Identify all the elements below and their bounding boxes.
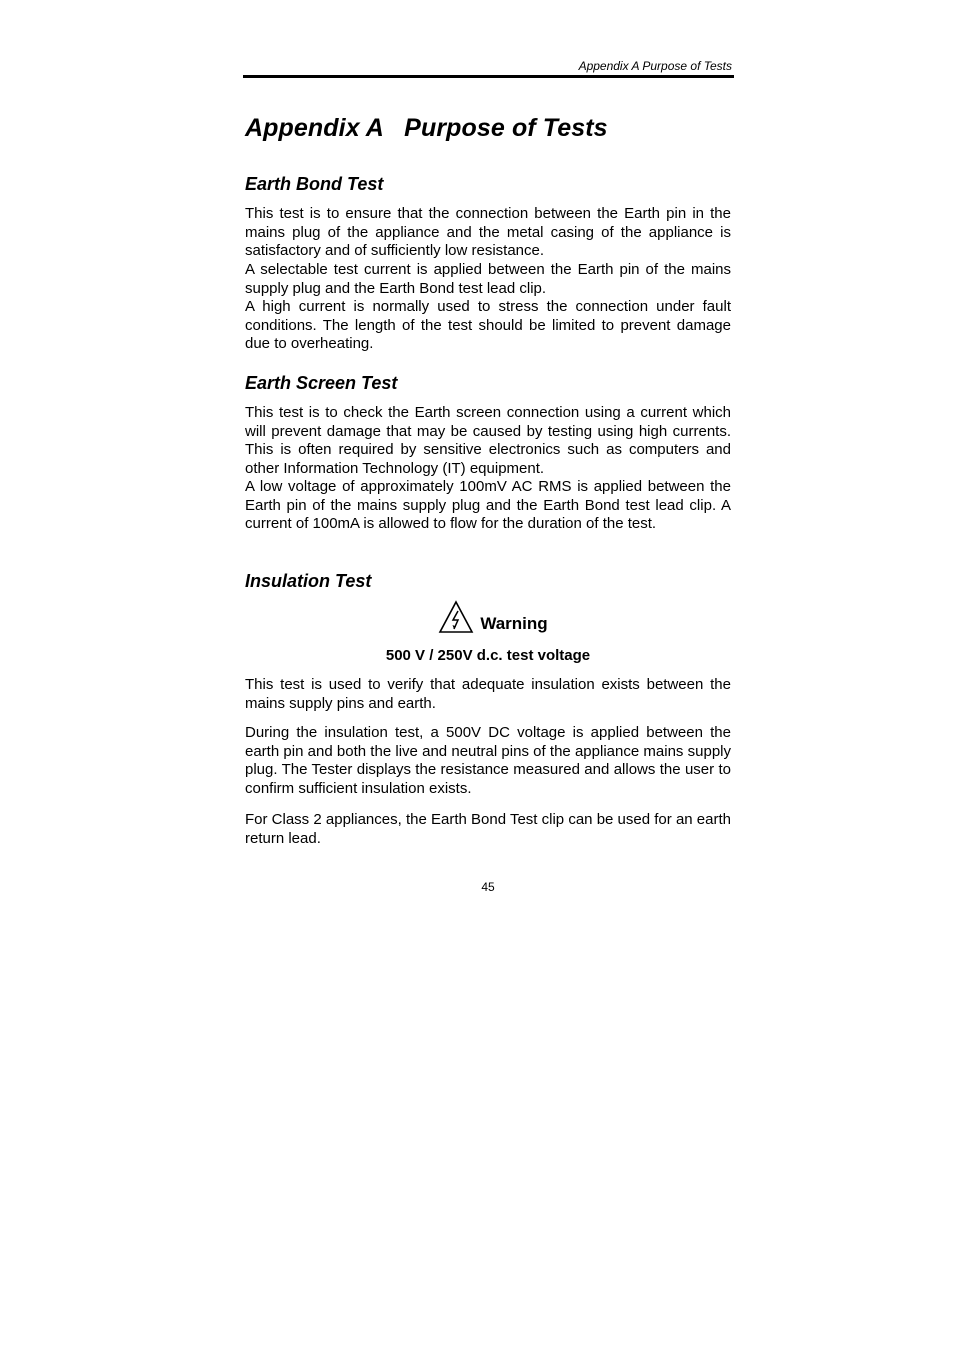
header-rule bbox=[243, 75, 734, 78]
earth-bond-paragraph-1: This test is to ensure that the connection between the Earth pin in the mains plug of the appliance and the metal casing of the appliance is satisfactory and of sufficiently low resistance. bbox=[245, 205, 731, 260]
insulation-paragraph-3: For Class 2 appliances, the Earth Bond Test clip can be used for an earth return lead. bbox=[245, 811, 731, 847]
page-number: 45 bbox=[481, 880, 495, 894]
earth-bond-paragraph-2: A selectable test current is applied between the Earth pin of the mains supply plug and the Earth Bond test lead clip. bbox=[245, 261, 731, 297]
running-header: Appendix A Purpose of Tests bbox=[578, 59, 732, 73]
earth-screen-paragraph-1: This test is to check the Earth screen connection using a current which will prevent damage that may be caused by testing using high currents. This is often required by sensitive electronics such as computers and other Information Technology (IT) equipment. bbox=[245, 404, 731, 477]
section-heading-earth-screen: Earth Screen Test bbox=[245, 373, 398, 393]
page-title: Appendix A Purpose of Tests bbox=[245, 114, 608, 142]
insulation-paragraph-1: This test is used to verify that adequate insulation exists between the mains supply pins and earth. bbox=[245, 676, 731, 712]
warning-label: Warning bbox=[480, 614, 548, 633]
warning-line bbox=[438, 600, 547, 634]
earth-bond-paragraph-3: A high current is normally used to stress the connection under fault conditions. The length of the test should be limited to prevent damage due to overheating. bbox=[245, 298, 731, 353]
insulation-paragraph-2: During the insulation test, a 500V DC voltage is applied between the earth pin and both the live and neutral pins of the appliance mains supply plug. The Tester displays the resistance measured and allows the user to confirm sufficient insulation exists. bbox=[245, 724, 731, 797]
warning-detail: 500 V / 250V d.c. test voltage bbox=[385, 647, 591, 664]
warning-block bbox=[245, 600, 731, 639]
high-voltage-warning-icon bbox=[438, 600, 474, 634]
section-heading-earth-bond: Earth Bond Test bbox=[245, 174, 384, 194]
section-heading-insulation: Insulation Test bbox=[245, 571, 372, 591]
earth-screen-paragraph-2: A low voltage of approximately 100mV AC RMS is applied between the Earth pin of the mains supply plug and the Earth Bond test lead clip. A current of 100mA is allowed to flow for the duration of the test. bbox=[245, 478, 731, 533]
